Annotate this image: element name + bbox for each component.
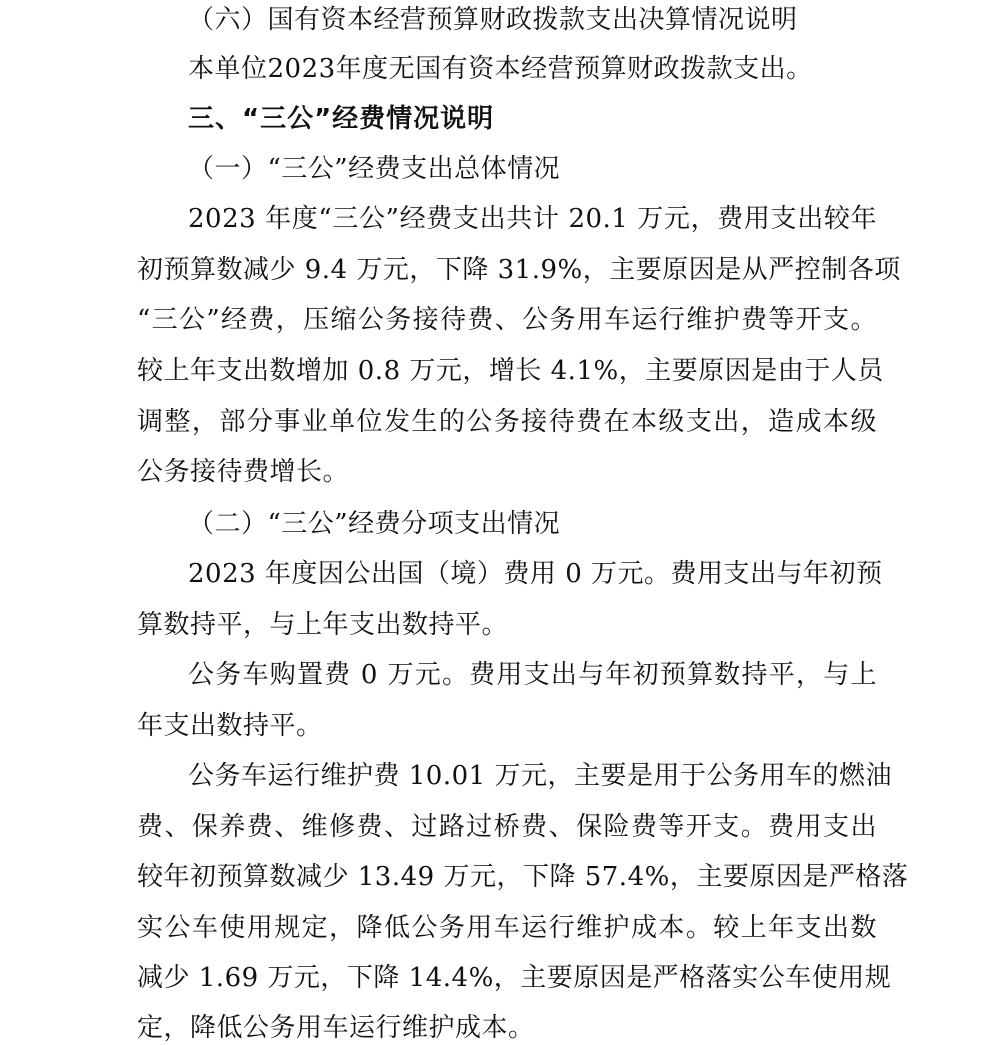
paragraph-line: 定，降低公务用车运行维护成本。 [137, 1013, 535, 1043]
paragraph-line: 2023 年度因公出国（境）费用 0 万元。费用支出与年初预 [188, 559, 883, 589]
subsection-heading-itemized: （二）“三公”经费分项支出情况 [188, 509, 561, 539]
paragraph-line: 减少 1.69 万元，下降 14.4%，主要原因是严格落实公车使用规 [137, 963, 892, 993]
paragraph-state-capital: 本单位2023年度无国有资本经营预算财政拨款支出。 [188, 54, 813, 84]
paragraph-line: 公务车购置费 0 万元。费用支出与年初预算数持平，与上 [188, 660, 877, 690]
paragraph-line: 2023 年度“三公”经费支出共计 20.1 万元，费用支出较年 [188, 204, 877, 234]
paragraph-line: 调整，部分事业单位发生的公务接待费在本级支出，造成本级 [137, 407, 877, 437]
paragraph-line: 算数持平，与上年支出数持平。 [137, 610, 509, 640]
paragraph-line: 公务接待费增长。 [137, 457, 350, 487]
paragraph-line: 实公车使用规定，降低公务用车运行维护成本。较上年支出数 [137, 913, 877, 943]
subsection-heading-overall: （一）“三公”经费支出总体情况 [188, 154, 561, 184]
paragraph-line: 费、保养费、维修费、过路过桥费、保险费等开支。费用支出 [137, 812, 877, 842]
paragraph-line: 公务车运行维护费 10.01 万元，主要是用于公务用车的燃油 [188, 761, 892, 791]
section-heading-three-public: 三、“三公”经费情况说明 [188, 104, 495, 134]
paragraph-line: 较上年支出数增加 0.8 万元，增长 4.1%，主要原因是由于人员 [137, 356, 884, 386]
paragraph-line: 初预算数减少 9.4 万元，下降 31.9%，主要原因是从严控制各项 [137, 255, 901, 285]
section-heading-state-capital: （六）国有资本经营预算财政拨款支出决算情况说明 [188, 5, 798, 35]
paragraph-line: 年支出数持平。 [137, 711, 323, 741]
paragraph-line: “三公”经费，压缩公务接待费、公务用车运行维护费等开支。 [137, 305, 877, 335]
paragraph-line: 较年初预算数减少 13.49 万元，下降 57.4%，主要原因是严格落 [137, 862, 909, 892]
